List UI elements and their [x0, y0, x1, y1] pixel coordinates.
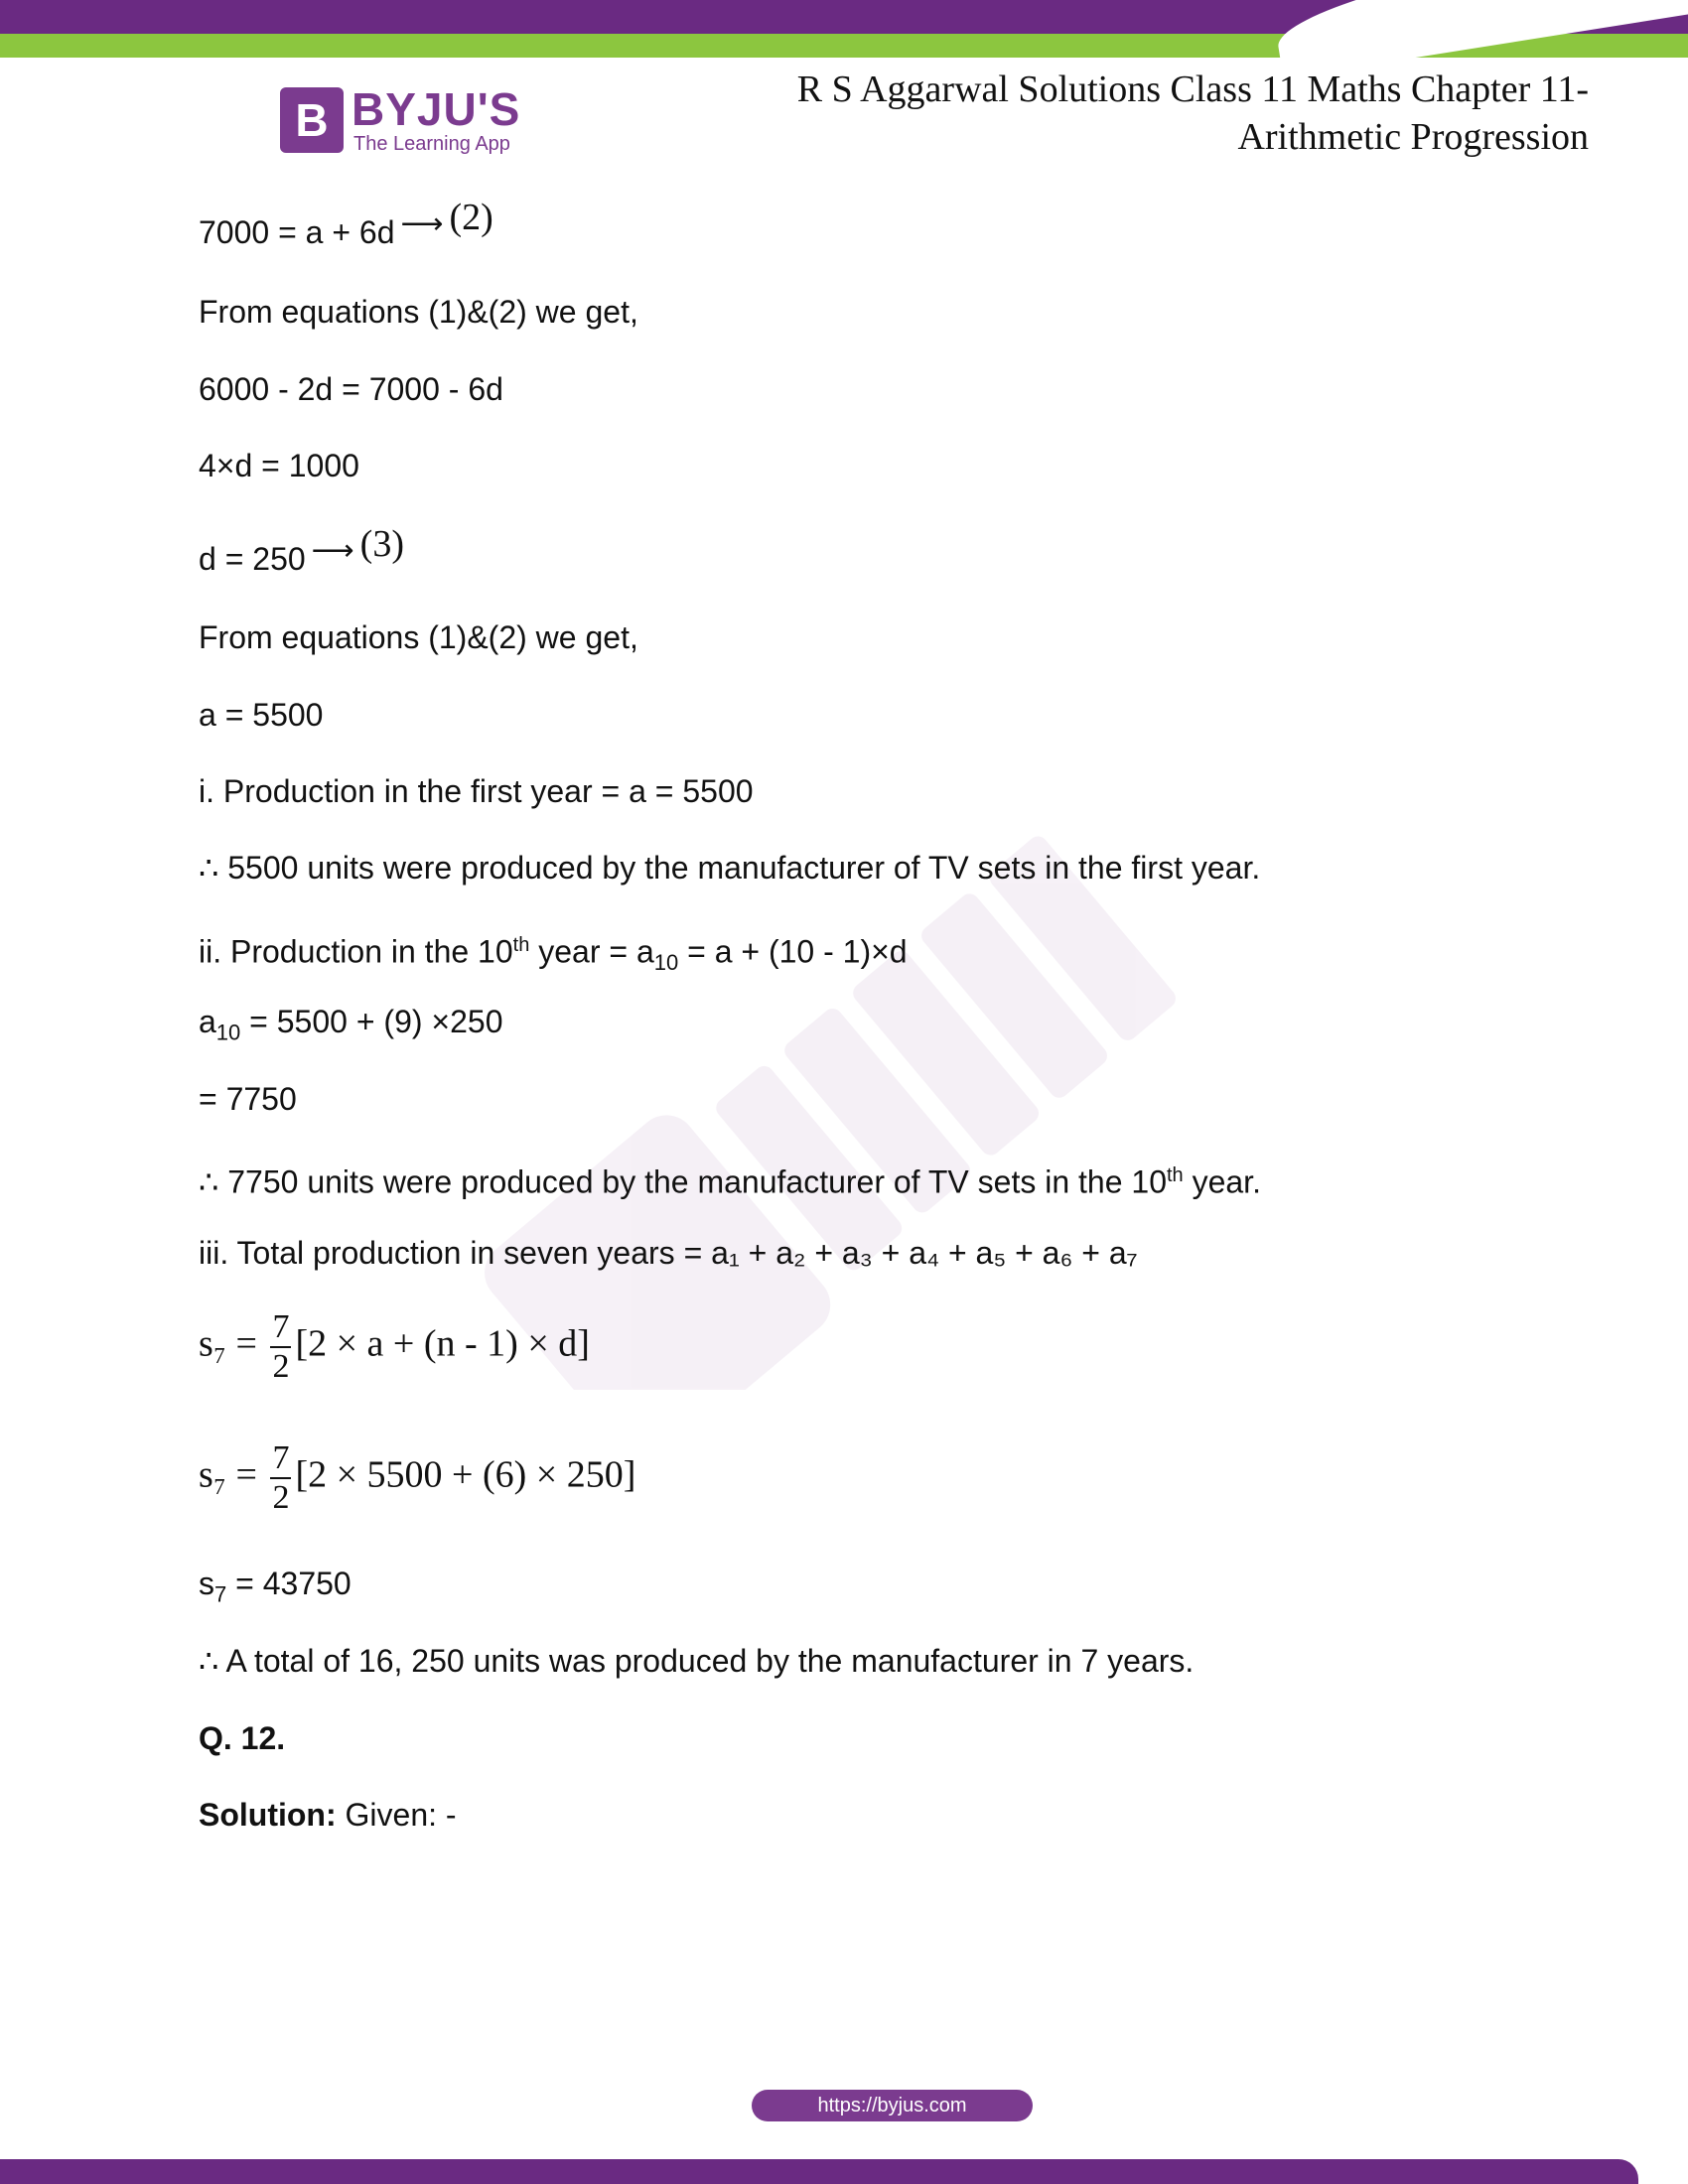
arrow-icon: ⟶: [311, 534, 354, 567]
formula-rhs: [2 × a + (n - 1) × d]: [295, 1322, 590, 1365]
solution-label: Solution:: [199, 1797, 337, 1833]
fraction: [270, 1439, 291, 1517]
logo-brand-name: BYJU'S: [352, 83, 521, 135]
arrow-icon: ⟶: [400, 207, 444, 240]
byjus-logo: [280, 85, 528, 157]
superscript: th: [1167, 1164, 1184, 1186]
text-segment: year = a: [529, 933, 654, 970]
text-line: From equations (1)&(2) we get,: [199, 294, 638, 330]
formula-lhs: s₇ =: [199, 1322, 257, 1365]
equation-line: = 7750: [199, 1081, 297, 1117]
equation-line: 4×d = 1000: [199, 448, 359, 483]
equation-line: [199, 1002, 502, 1052]
title-line-1: R S Aggarwal Solutions Class 11 Maths Chapter 11-: [796, 68, 1589, 110]
solution-text: Given: -: [336, 1797, 457, 1833]
subscript: 7: [214, 1581, 227, 1607]
footer-url-link[interactable]: https://byjus.com: [752, 2090, 1033, 2121]
equation-line: [199, 1564, 352, 1614]
sum-substitution: [199, 1439, 635, 1517]
superscript: th: [512, 934, 530, 956]
fraction: [270, 1308, 291, 1386]
text-line: [199, 925, 908, 983]
equation-text: d = 250: [199, 541, 306, 577]
text-segment: = a + (10 - 1)×d: [678, 933, 908, 970]
logo-icon: B: [280, 87, 344, 153]
equation-line: a = 5500: [199, 697, 324, 733]
formula-lhs: s₇ =: [199, 1453, 257, 1496]
text-segment: s: [199, 1566, 214, 1601]
fraction-denominator: 2: [272, 1479, 290, 1516]
text-segment: a: [199, 1004, 216, 1039]
text-segment: ∴ 7750 units were produced by the manufacturer of TV sets in the 10: [199, 1163, 1167, 1200]
formula-rhs: [2 × 5500 + (6) × 250]: [295, 1453, 636, 1496]
equation-line: 6000 - 2d = 7000 - 6d: [199, 371, 503, 407]
watermark-letter-shape: [917, 889, 1111, 1102]
subscript: 10: [215, 1020, 241, 1045]
title-line-2: Arithmetic Progression: [1237, 116, 1589, 158]
text-line: From equations (1)&(2) we get,: [199, 619, 638, 655]
text-line: iii. Total production in seven years = a₁ + a₂ + a₃ + a₄ + a₅ + a₆ + a₇: [199, 1235, 1138, 1271]
conclusion-line: ∴ A total of 16, 250 units was produced by the manufacturer in 7 years.: [199, 1643, 1195, 1679]
document-title: [695, 66, 1589, 161]
bottom-banner: [0, 2159, 1638, 2184]
logo-tagline: The Learning App: [353, 133, 510, 155]
conclusion-line: [199, 1156, 1261, 1202]
subscript: 10: [653, 950, 679, 976]
text-segment: ii. Production in the 10: [199, 933, 513, 970]
text-segment: year.: [1183, 1163, 1261, 1200]
solution-line: [199, 1795, 457, 1835]
text-segment: = 43750: [226, 1566, 352, 1601]
equation-text: 7000 = a + 6d: [199, 214, 395, 250]
equation-line: [199, 523, 404, 581]
equation-line: [199, 197, 493, 254]
conclusion-line: ∴ 5500 units were produced by the manufacturer of TV sets in the first year.: [199, 850, 1261, 886]
fraction-numerator: 7: [270, 1439, 291, 1479]
text-line: i. Production in the first year = a = 5500: [199, 773, 754, 809]
question-label: Q. 12.: [199, 1720, 286, 1756]
text-segment: = 5500 + (9) ×250: [240, 1004, 503, 1039]
equation-tag: (2): [449, 197, 493, 238]
equation-tag: (3): [359, 523, 404, 565]
fraction-numerator: 7: [270, 1308, 291, 1348]
sum-formula: [199, 1308, 590, 1386]
fraction-denominator: 2: [272, 1348, 290, 1385]
